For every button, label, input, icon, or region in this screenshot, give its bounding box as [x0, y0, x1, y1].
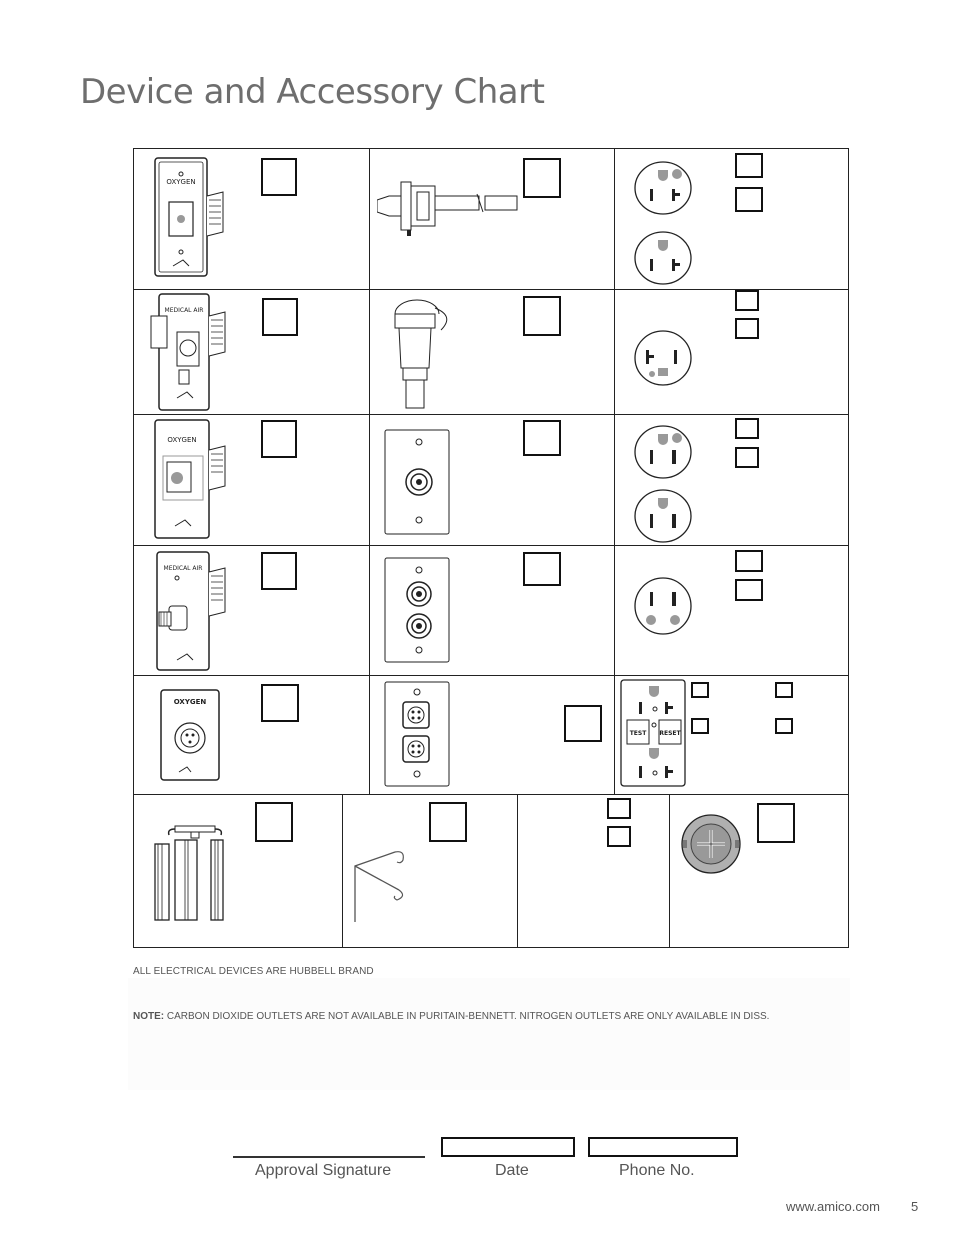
order-checkbox[interactable]: [607, 826, 631, 847]
row-divider: [133, 675, 849, 676]
medical-air-label: MEDICAL AIR: [163, 565, 203, 572]
adapter-hose-illustration: [377, 172, 527, 242]
receptacle-illustration: [633, 328, 697, 388]
order-checkbox[interactable]: [735, 579, 763, 601]
device-chart-table: [133, 148, 849, 948]
order-checkbox[interactable]: [261, 684, 299, 722]
phone-field[interactable]: [588, 1137, 738, 1157]
bottle-bracket-illustration: [347, 848, 417, 928]
order-checkbox[interactable]: [735, 318, 759, 339]
medical-air-label: MEDICAL AIR: [164, 307, 204, 314]
order-checkbox[interactable]: [523, 158, 561, 198]
page-number: 5: [911, 1199, 919, 1214]
column-divider: [669, 794, 670, 948]
phone-label: Phone No.: [619, 1162, 695, 1179]
table-border-top: [133, 148, 849, 149]
column-divider: [369, 148, 370, 794]
order-checkbox[interactable]: [735, 290, 759, 311]
order-checkbox[interactable]: [523, 552, 561, 586]
order-checkbox[interactable]: [757, 803, 795, 843]
order-checkbox[interactable]: [255, 802, 293, 842]
medical-air-outlet-illustration: [151, 550, 247, 674]
date-field[interactable]: [441, 1137, 575, 1157]
page-title: Device and Accessory Chart: [80, 72, 545, 112]
wall-plate-connector-illustration: [383, 680, 453, 790]
order-checkbox[interactable]: [607, 798, 631, 819]
order-checkbox[interactable]: [523, 296, 561, 336]
note-body: CARBON DIOXIDE OUTLETS ARE NOT AVAILABLE IN PURITAIN-BENNETT. NITROGEN OUTLETS ARE ONLY AVAILABLE IN DISS.: [164, 1011, 770, 1022]
order-checkbox[interactable]: [735, 418, 759, 439]
note-text: [133, 1011, 769, 1022]
oxygen-label: OXYGEN: [166, 178, 196, 186]
order-checkbox[interactable]: [735, 153, 763, 178]
order-checkbox[interactable]: [735, 447, 759, 468]
wall-plate-single-illustration: [383, 428, 453, 538]
receptacle-illustration: [633, 576, 697, 636]
table-border-left: [133, 148, 134, 948]
oxygen-label: OXYGEN: [173, 698, 207, 706]
row-divider: [133, 545, 849, 546]
oxygen-outlet-illustration: [151, 418, 247, 542]
oxygen-outlet-illustration: [151, 156, 241, 282]
order-checkbox[interactable]: [735, 550, 763, 572]
date-label: Date: [495, 1162, 529, 1179]
tube-adapter-illustration: [387, 292, 467, 412]
wall-plate-dual-illustration: [383, 556, 453, 666]
order-checkbox[interactable]: [775, 718, 793, 734]
column-divider: [517, 794, 518, 948]
oxygen-label: OXYGEN: [167, 436, 197, 444]
order-checkbox[interactable]: [261, 158, 297, 196]
mounting-bracket-illustration: [153, 816, 243, 924]
column-divider: [614, 148, 615, 794]
row-divider: [133, 794, 849, 795]
note-label: NOTE:: [133, 1011, 165, 1022]
row-divider: [133, 414, 849, 415]
table-border-bottom: [133, 947, 849, 948]
column-divider: [342, 794, 343, 948]
order-checkbox[interactable]: [523, 420, 561, 456]
duplex-receptacle-illustration: [633, 160, 697, 286]
brand-note: ALL ELECTRICAL DEVICES ARE HUBBELL BRAND: [133, 966, 374, 977]
order-checkbox[interactable]: [429, 802, 467, 842]
locking-connector-illustration: [679, 812, 743, 876]
approval-signature-line[interactable]: [233, 1156, 425, 1158]
table-border-right: [848, 148, 849, 948]
order-checkbox[interactable]: [261, 420, 297, 458]
oxygen-quick-connect-illustration: [159, 688, 225, 784]
medical-air-outlet-illustration: [147, 292, 243, 414]
order-checkbox[interactable]: [691, 682, 709, 698]
order-checkbox[interactable]: [691, 718, 709, 734]
order-checkbox[interactable]: [735, 187, 763, 212]
order-checkbox[interactable]: [564, 705, 602, 742]
footer-website: www.amico.com: [786, 1199, 880, 1214]
order-checkbox[interactable]: [775, 682, 793, 698]
duplex-receptacle-illustration: [633, 424, 697, 544]
test-button-label: TEST: [629, 730, 647, 737]
reset-button-label: RESET: [659, 730, 681, 737]
order-checkbox[interactable]: [261, 552, 297, 590]
gfci-receptacle-illustration: [619, 678, 689, 790]
order-checkbox[interactable]: [262, 298, 298, 336]
approval-signature-label: Approval Signature: [255, 1162, 392, 1179]
notes-area: [128, 978, 850, 1090]
